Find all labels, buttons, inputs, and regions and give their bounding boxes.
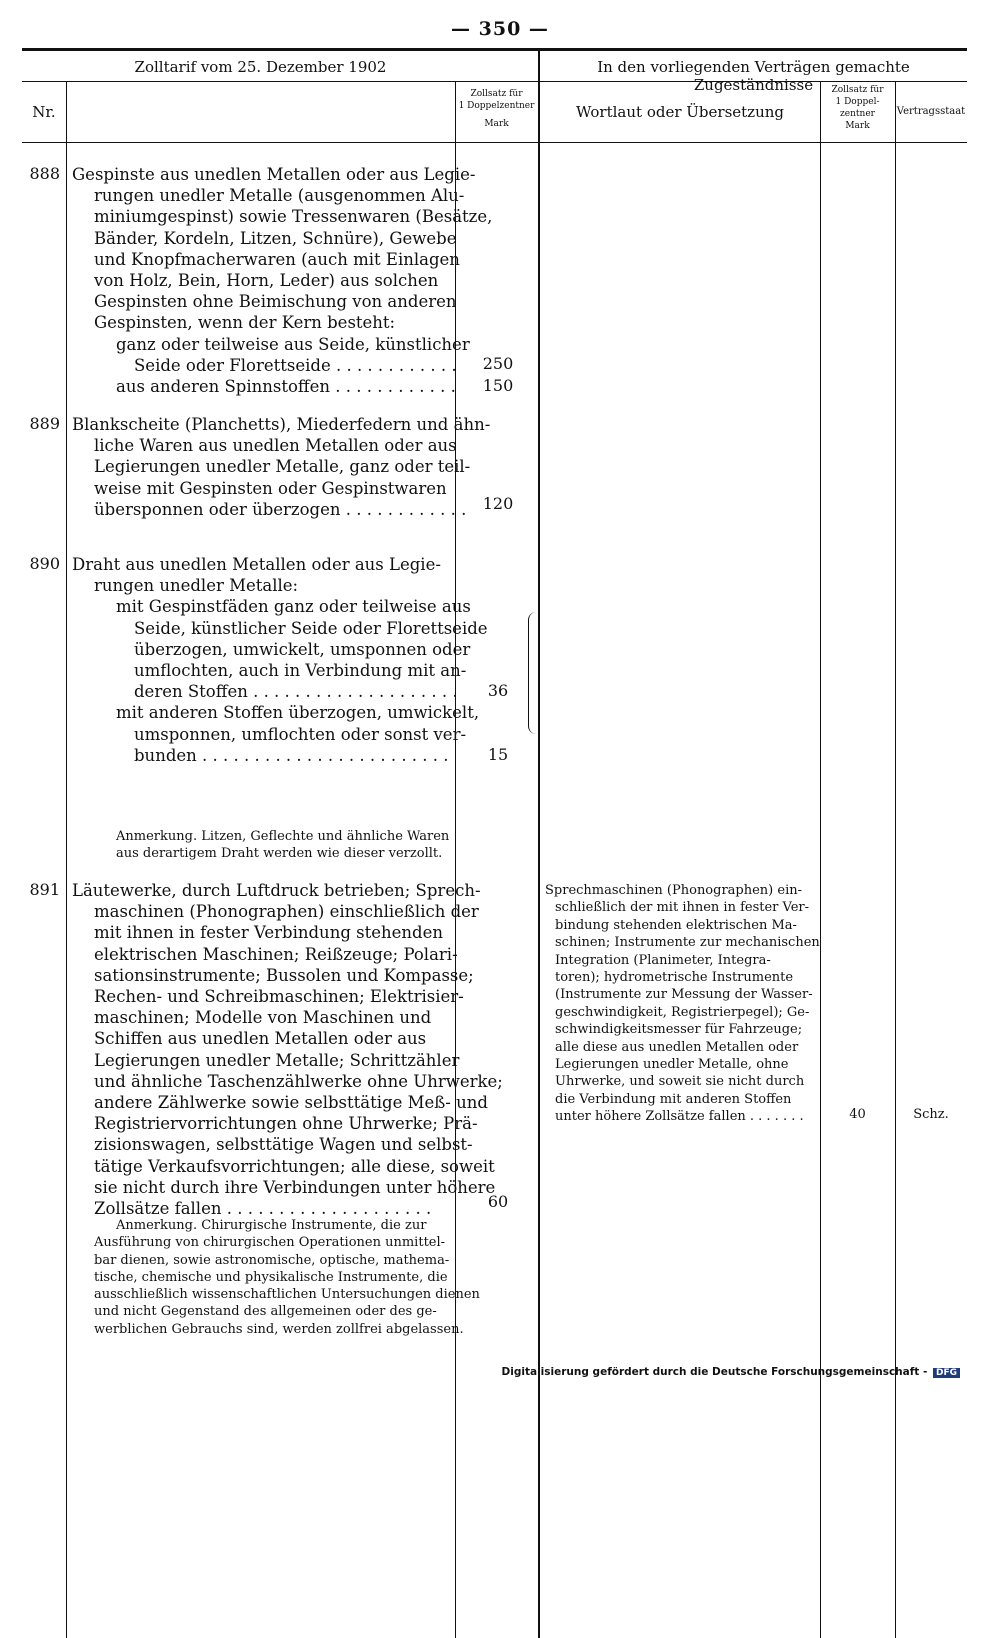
text-line: Registriervorrichtungen ohne Uhrwerke; Prä-: [94, 1114, 478, 1134]
text-line: bunden . . . . . . . . . . . . . . . . . . . . . . . .: [134, 745, 449, 765]
col-rule-rate2: [820, 82, 821, 1638]
text-line: umsponnen, umflochten oder sonst ver-: [134, 724, 467, 744]
text-line: maschinen (Phonographen) einschließlich der: [94, 902, 479, 922]
note-line: bar dienen, sowie astronomische, optische, mathema-: [94, 1252, 450, 1268]
concession-line: die Verbindung mit anderen Stoffen: [555, 1091, 792, 1107]
text-line: Gespinsten ohne Beimischung von anderen: [94, 292, 457, 312]
text-line: überzogen, umwickelt, umsponnen oder: [134, 639, 471, 659]
rate-header: [455, 88, 538, 130]
text-line: Gespinste aus unedlen Metallen oder aus Legie-: [72, 165, 476, 184]
text-line: Seide oder Florettseide . . . . . . . . . . . .: [134, 355, 457, 375]
rate2-header: [820, 84, 895, 132]
text-line: ganz oder teilweise aus Seide, künstlicher: [116, 334, 470, 354]
text-line: Legierungen unedler Metalle, ganz oder teil-: [94, 457, 471, 477]
text-line: Rechen- und Schreibmaschinen; Elektrisier-: [94, 987, 464, 1007]
text-line: sie nicht durch ihre Verbindungen unter höhere: [94, 1177, 496, 1197]
note-line: Anmerkung. Litzen, Geflechte und ähnliche Waren: [116, 829, 450, 844]
text-line: weise mit Gespinsten oder Gespinstwaren: [94, 478, 447, 498]
entry-description: [72, 554, 488, 766]
rate-header-line: Zollsatz für: [470, 89, 523, 99]
text-line: Seide, künstlicher Seide oder Florettseide: [134, 618, 488, 638]
text-line: tätige Verkaufsvorrichtungen; alle diese, soweit: [94, 1156, 495, 1176]
note-line: Anmerkung. Chirurgische Instrumente, die zur: [116, 1218, 427, 1233]
text-line: Bänder, Kordeln, Litzen, Schnüre), Gewebe: [94, 228, 457, 248]
duty-rate: 150: [482, 376, 514, 395]
entry-number: 891: [29, 880, 60, 899]
entry-description: [72, 164, 492, 397]
concession-line: Integration (Planimeter, Integra-: [555, 952, 771, 968]
concession-line: schwindigkeitsmesser für Fahrzeuge;: [555, 1022, 803, 1038]
text-line: Draht aus unedlen Metallen oder aus Legie-: [72, 555, 441, 574]
duty-rate: 120: [482, 494, 514, 513]
duty-rate: 60: [487, 1192, 509, 1211]
rate-header-line: 1 Doppelzentner: [458, 101, 535, 111]
text-line: aus anderen Spinnstoffen . . . . . . . . . . . .: [116, 377, 456, 397]
text-line: Blankscheite (Planchetts), Miederfedern und ähn-: [72, 415, 491, 434]
text-line: liche Waren aus unedlen Metallen oder aus: [94, 436, 457, 456]
text-line: zisionswagen, selbsttätige Wagen und selbst-: [94, 1135, 473, 1155]
duty-rate: 250: [482, 354, 514, 373]
text-line: deren Stoffen . . . . . . . . . . . . . . . . . . . .: [134, 682, 458, 702]
nr-header: Nr.: [32, 103, 56, 121]
digitization-footer: [502, 1366, 960, 1378]
concession-line: Sprechmaschinen (Phonographen) ein-: [545, 883, 803, 898]
col-rule-main-split: [538, 51, 540, 1638]
concession-line: Legierungen unedler Metalle, ohne: [555, 1057, 789, 1073]
duty-rate: 36: [487, 681, 509, 700]
text-line: und ähnliche Taschenzählwerke ohne Uhrwerke;: [94, 1071, 503, 1091]
dfg-logo-icon: DFG: [933, 1368, 960, 1378]
rate2-header-line: Mark: [845, 121, 870, 131]
concession-line: schinen; Instrumente zur mechanischen: [555, 935, 820, 951]
text-line: umflochten, auch in Verbindung mit an-: [134, 661, 467, 681]
header-bottom-rule: [22, 142, 967, 143]
text-line: elektrischen Maschinen; Reißzeuge; Polari-: [94, 944, 458, 964]
concession-line: (Instrumente zur Messung der Wasser-: [555, 987, 813, 1003]
text-line: Zollsätze fallen . . . . . . . . . . . . . . . . . . . .: [94, 1199, 432, 1219]
text-line: von Holz, Bein, Horn, Leder) aus solchen: [94, 271, 439, 291]
tariff-title: Zolltarif vom 25. Dezember 1902: [134, 58, 387, 76]
entry-number: 888: [29, 164, 60, 183]
rate-header-line: Mark: [484, 119, 509, 129]
entry-description: [72, 880, 503, 1219]
note-line: ausschließlich wissenschaftlichen Untersuchungen dienen: [94, 1287, 480, 1303]
entry-number: 890: [29, 554, 60, 573]
text-line: mit anderen Stoffen überzogen, umwickelt,: [116, 703, 480, 723]
note-line: Ausführung von chirurgischen Operationen unmittel-: [94, 1235, 446, 1251]
text-line: maschinen; Modelle von Maschinen und: [94, 1008, 432, 1028]
annotation-note: [72, 828, 450, 863]
entry-description: [72, 414, 490, 520]
note-line: aus derartigem Draht werden wie dieser verzollt.: [116, 846, 443, 862]
rate2-header-line: 1 Doppel-: [835, 97, 880, 107]
note-line: tische, chemische und physikalische Instrumente, die: [94, 1269, 448, 1285]
text-line: Gespinsten, wenn der Kern besteht:: [94, 313, 396, 333]
note-line: werblichen Gebrauchs sind, werden zollfrei abgelassen.: [94, 1321, 464, 1337]
vertragsstaat-header: Vertragsstaat: [896, 106, 966, 117]
text-line: übersponnen oder überzogen . . . . . . . . . . . .: [94, 499, 467, 519]
treaty-state: Schz.: [913, 1107, 949, 1122]
text-line: mit ihnen in fester Verbindung stehenden: [94, 923, 443, 943]
text-line: Schiffen aus unedlen Metallen oder aus: [94, 1029, 427, 1049]
rate2-header-line: Zollsatz für: [831, 85, 884, 95]
concession-line: toren); hydrometrische Instrumente: [555, 970, 794, 986]
bracket-mark: [528, 612, 537, 734]
text-line: andere Zählwerke sowie selbsttätige Meß- und: [94, 1093, 488, 1113]
rate2-header-line: zentner: [840, 109, 875, 119]
concession-line: bindung stehenden elektrischen Ma-: [555, 917, 797, 933]
concession-line: alle diese aus unedlen Metallen oder: [555, 1039, 799, 1055]
text-line: Läutewerke, durch Luftdruck betrieben; Sprech-: [72, 881, 481, 900]
wortlaut-header: Wortlaut oder Übersetzung: [576, 103, 784, 121]
col-rule-nr: [66, 82, 67, 1638]
concession-rate: 40: [849, 1107, 866, 1122]
page-number: — 350 —: [451, 18, 549, 40]
text-line: und Knopfmacherwaren (auch mit Einlagen: [94, 249, 460, 269]
entry-number: 889: [29, 414, 60, 433]
note-line: und nicht Gegenstand des allgemeinen oder des ge-: [94, 1304, 437, 1320]
concession-line: geschwindigkeit, Registrierpegel); Ge-: [555, 1004, 810, 1020]
concessions-title: In den vorliegenden Verträgen gemachte Zugeständnisse: [597, 58, 910, 94]
col-rule-state: [895, 82, 896, 1638]
duty-rate: 15: [487, 745, 509, 764]
annotation-note: [72, 1217, 480, 1338]
concession-line: Uhrwerke, und soweit sie nicht durch: [555, 1074, 805, 1090]
concession-line: schließlich der mit ihnen in fester Ver-: [555, 900, 810, 916]
text-line: Legierungen unedler Metalle; Schrittzähler: [94, 1050, 460, 1070]
top-double-rule: [22, 48, 967, 51]
concession-line: unter höhere Zollsätze fallen . . . . . . .: [555, 1109, 804, 1125]
footer-text: Digitalisierung gefördert durch die Deutsche Forschungsgemeinschaft -: [501, 1366, 928, 1378]
text-line: rungen unedler Metalle (ausgenommen Alu-: [94, 186, 465, 206]
text-line: miniumgespinst) sowie Tressenwaren (Besätze,: [94, 207, 493, 227]
text-line: mit Gespinstfäden ganz oder teilweise aus: [116, 597, 471, 617]
concession-text: [545, 882, 820, 1126]
text-line: sationsinstrumente; Bussolen und Kompasse;: [94, 965, 474, 985]
text-line: rungen unedler Metalle:: [94, 576, 299, 596]
